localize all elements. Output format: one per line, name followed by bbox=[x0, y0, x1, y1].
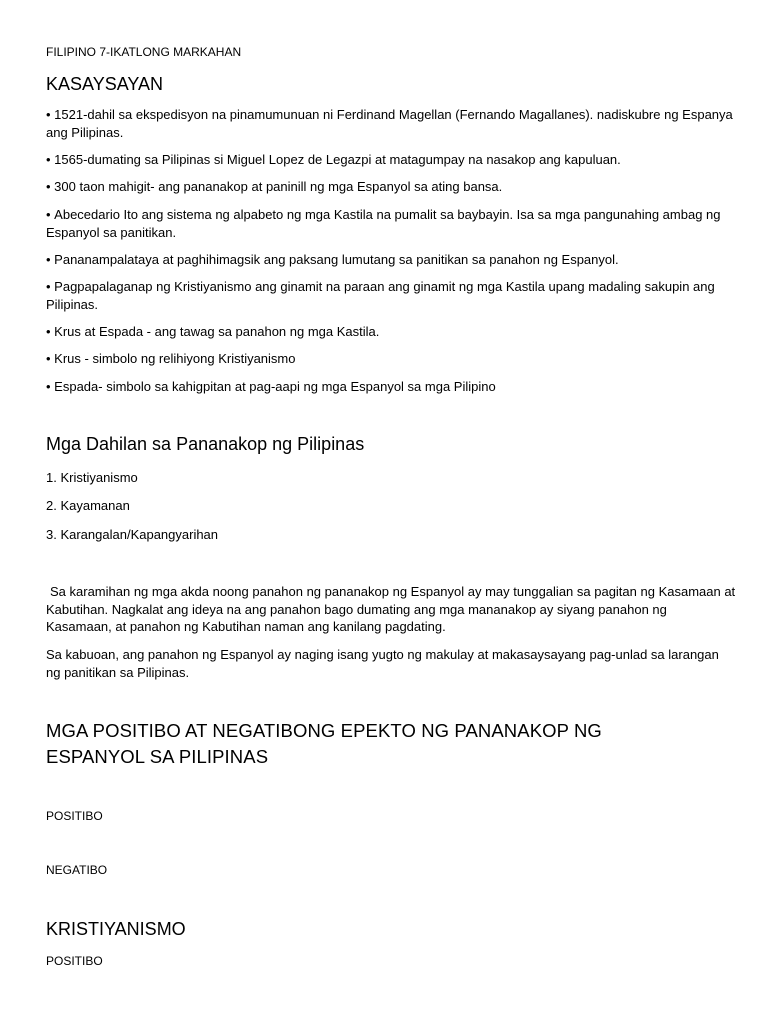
bullet-item: • 1521-dahil sa ekspedisyon na pinamumunuan ni Ferdinand Magellan (Fernando Magallanes). nadiskubre ng Espanya ang Pilipinas. bbox=[46, 106, 736, 141]
document-header: FILIPINO 7-IKATLONG MARKAHAN bbox=[46, 45, 242, 59]
list-item: 3. Karangalan/Kapangyarihan bbox=[46, 527, 219, 542]
section-title-epekto: MGA POSITIBO AT NEGATIBONG EPEKTO NG PANANAKOP NG ESPANYOL SA PILIPINAS bbox=[46, 720, 602, 767]
bullet-item: • Krus - simbolo ng relihiyong Kristiyanismo bbox=[46, 350, 736, 368]
paragraph: Sa kabuoan, ang panahon ng Espanyol ay naging isang yugto ng makulay at makasaysayang pag-unlad sa larangan ng panitikan sa Pilipinas. bbox=[46, 647, 719, 680]
list-item: 1. Kristiyanismo bbox=[46, 470, 138, 485]
bullet-item: • Abecedario Ito ang sistema ng alpabeto ng mga Kastila na pumalit sa baybayin. Isa sa mga pangunahing ambag ng Espanyol sa panitikan. bbox=[46, 206, 736, 241]
positibo-label: POSITIBO bbox=[46, 954, 103, 968]
paragraph: Sa karamihan ng mga akda noong panahon ng pananakop ng Espanyol ay may tunggalian sa pagitan ng Kasamaan at Kabutihan. Nagkalat ang ideya na ang panahon bago dumating ang mga mananakop ay siyang panahon ng Kasamaan, at panahon ng Kabutihan naman ang kanilang pagdating. bbox=[46, 584, 736, 634]
bullet-item: • Krus at Espada - ang tawag sa panahon ng mga Kastila. bbox=[46, 323, 736, 341]
bullet-item: • Pananampalataya at paghihimagsik ang paksang lumutang sa panitikan sa panahon ng Espanyol. bbox=[46, 251, 736, 269]
list-item: 2. Kayamanan bbox=[46, 498, 130, 513]
section-title-kasaysayan: KASAYSAYAN bbox=[46, 74, 164, 94]
bullet-item: • 300 taon mahigit- ang pananakop at paninill ng mga Espanyol sa ating bansa. bbox=[46, 178, 736, 196]
bullet-item: • 1565-dumating sa Pilipinas si Miguel Lopez de Legazpi at matagumpay na nasakop ang kapuluan. bbox=[46, 151, 736, 169]
negatibo-label: NEGATIBO bbox=[46, 863, 108, 877]
bullet-item: • Espada- simbolo sa kahigpitan at pag-aapi ng mga Espanyol sa mga Pilipino bbox=[46, 378, 736, 396]
bullet-item: • Pagpapalaganap ng Kristiyanismo ang ginamit na paraan ang ginamit ng mga Kastila upang madaling sakupin ang Pilipinas. bbox=[46, 278, 736, 313]
section-title-dahilan: Mga Dahilan sa Pananakop ng Pilipinas bbox=[46, 434, 365, 454]
positibo-label: POSITIBO bbox=[46, 809, 103, 823]
section-title-kristiyanismo: KRISTIYANISMO bbox=[46, 919, 186, 939]
